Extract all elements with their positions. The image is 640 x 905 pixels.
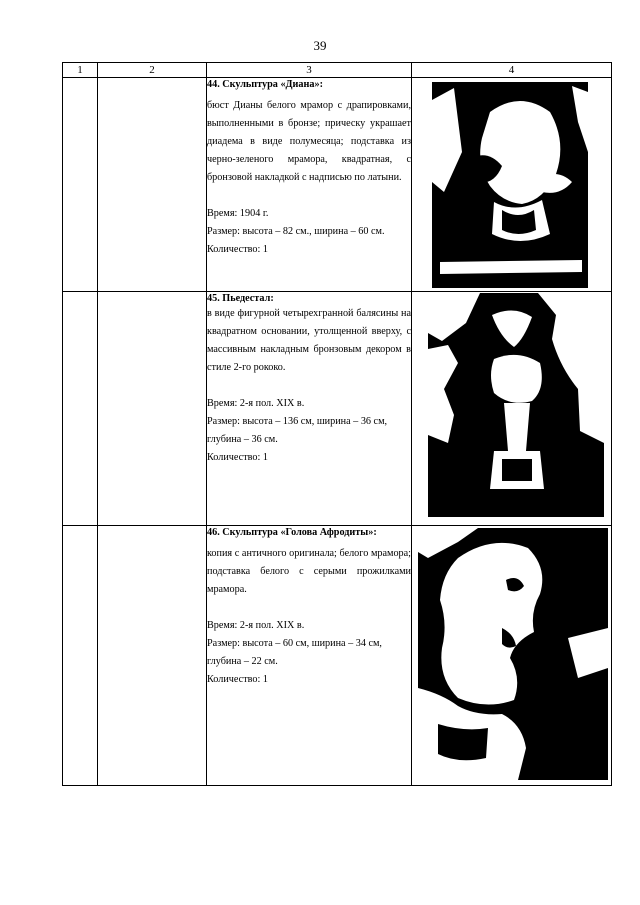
column-header-4: 4 xyxy=(412,63,612,78)
row-cell-2 xyxy=(98,78,207,292)
item-description-cell xyxy=(207,78,412,292)
catalog-table xyxy=(62,62,612,786)
sculpture-photo-diana xyxy=(432,82,588,288)
row-cell-2 xyxy=(98,526,207,786)
item-description: копия с античного оригинала; белого мрамора; подставка белого с серыми прожилками мрамора. xyxy=(207,548,411,595)
column-header-1: 1 xyxy=(63,63,98,78)
row-cell-1 xyxy=(63,526,98,786)
row-cell-1 xyxy=(63,78,98,292)
pedestal-photo xyxy=(428,293,604,517)
sculpture-photo-aphrodite xyxy=(418,528,608,780)
table-header-row xyxy=(63,63,612,78)
table-row xyxy=(63,526,612,786)
photo-cell xyxy=(412,78,612,292)
item-quantity: Количество: 1 xyxy=(207,244,268,255)
column-header-3: 3 xyxy=(207,63,412,78)
photo-cell xyxy=(412,526,612,786)
page-number: 39 xyxy=(313,38,327,53)
table-row xyxy=(63,78,612,292)
photo-cell xyxy=(412,292,612,526)
item-title: 46. Скульптура «Голова Афродиты»: xyxy=(207,527,377,538)
item-size: Размер: высота – 60 см, ширина – 34 см, глубина – 22 см. xyxy=(207,638,382,667)
item-description: в виде фигурной четырехгранной балясины на квадратном основании, утолщенной вверху, с массивным накладным бронзовым декором в стиле 2-го рококо. xyxy=(207,308,411,373)
column-header-2: 2 xyxy=(98,63,207,78)
item-description-cell xyxy=(207,292,412,526)
item-description: бюст Дианы белого мрамор с драпировками, выполненными в бронзе; прическу украшает диадема в виде полумесяца; подставка из черно-зеленого мрамора, квадратная, с бронзовой накладкой с надписью по латыни. xyxy=(207,100,411,183)
item-time: Время: 1904 г. xyxy=(207,208,269,219)
item-description-cell xyxy=(207,526,412,786)
table-row xyxy=(63,292,612,526)
item-size: Размер: высота – 82 см., ширина – 60 см. xyxy=(207,226,385,237)
item-time: Время: 2-я пол. XIX в. xyxy=(207,620,305,631)
item-title: 44. Скульптура «Диана»: xyxy=(207,79,323,90)
row-cell-1 xyxy=(63,292,98,526)
item-time: Время: 2-я пол. XIX в. xyxy=(207,398,305,409)
item-title: 45. Пьедестал: xyxy=(207,293,274,304)
item-quantity: Количество: 1 xyxy=(207,674,268,685)
row-cell-2 xyxy=(98,292,207,526)
item-quantity: Количество: 1 xyxy=(207,452,268,463)
item-size: Размер: высота – 136 см, ширина – 36 см, глубина – 36 см. xyxy=(207,416,388,445)
